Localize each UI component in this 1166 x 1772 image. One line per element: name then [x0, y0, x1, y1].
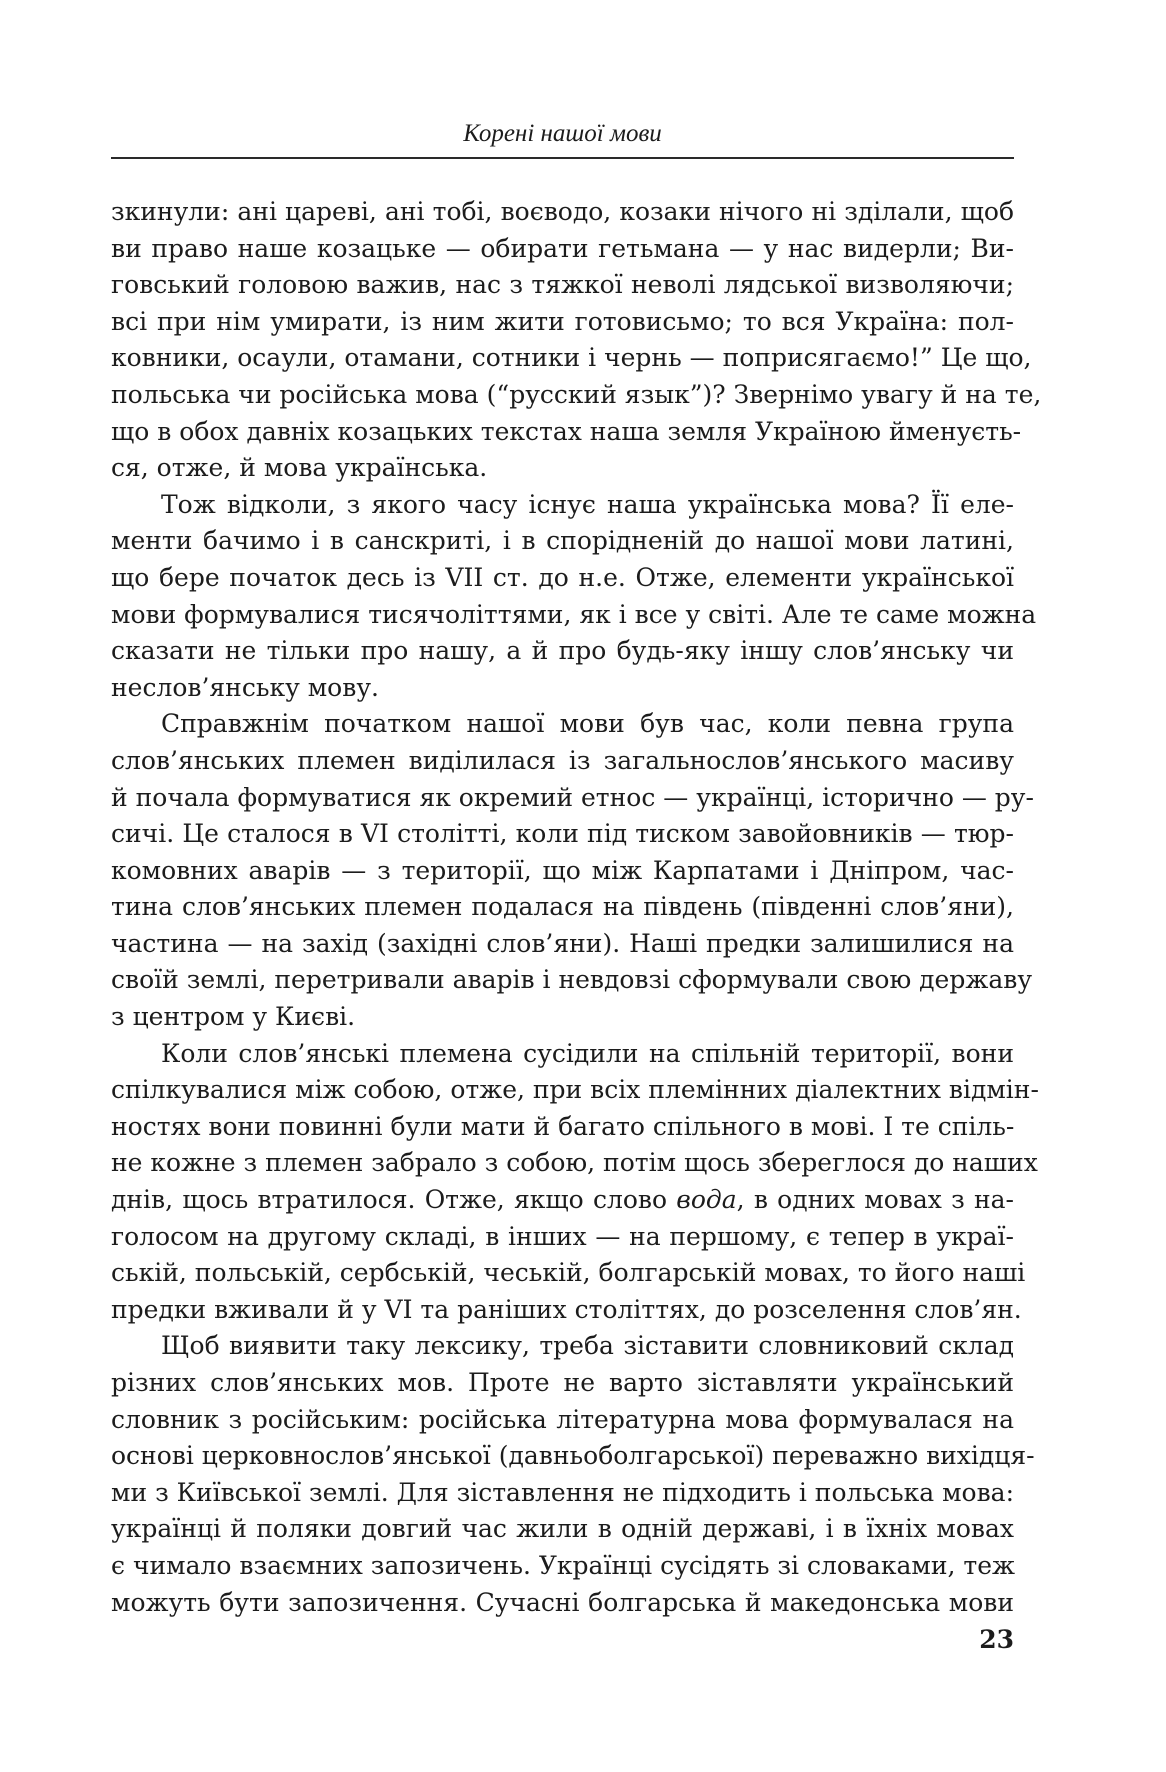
- text-line: ковники, осаули, отамани, сотники і чернь — поприсягаємо!” Це що,: [111, 343, 1032, 373]
- text-line: ностях вони повинні були мати й багато спільного в мові. І те спіль-: [111, 1111, 1015, 1141]
- text-line: ми з Київської землі. Для зіставлення не підходить і польська мова:: [111, 1477, 1014, 1507]
- text-line: своїй землі, перетривали аварів і невдовзі сформували свою державу: [111, 965, 1033, 995]
- text-line: частина — на захід (західні слов’яни). Наші предки залишилися на: [111, 928, 1014, 958]
- text-line: зкинули: ані цареві, ані тобі, воєводо, козаки нічого ні зділали, щоб: [111, 197, 1014, 226]
- text-line: тина слов’янських племен подалася на південь (південні слов’яни),: [111, 892, 1014, 922]
- text-line: мови формувалися тисячоліттями, як і все у світі. Але те саме можна: [111, 599, 1037, 629]
- text-line: з центром у Києві.: [111, 1002, 356, 1032]
- text-line: Коли слов’янські племена сусідили на спільній території, вони: [161, 1038, 1014, 1068]
- text-line: голосом на другому складі, в інших — на першому, є тепер в украї-: [111, 1221, 1014, 1251]
- text-line: польська чи російська мова (“русский язык”)? Звернімо увагу й на те,: [111, 379, 1042, 409]
- text-line: менти бачимо і в санскриті, і в спорідненій до нашої мови латині,: [111, 526, 1014, 556]
- text-line: що бере початок десь із VII ст. до н.е. Отже, елементи української: [111, 562, 1014, 592]
- body-text: [111, 194, 1042, 1621]
- text-line: Справжнім початком нашої мови був час, коли певна група: [161, 709, 1014, 739]
- text-line: не кожне з племен забрало з собою, потім щось збереглося до наших: [111, 1148, 1038, 1178]
- page-number: 23: [979, 1625, 1014, 1654]
- text-line: Тож відколи, з якого часу існує наша українська мова? Її еле-: [161, 489, 1014, 519]
- text-line: комовних аварів — з території, що між Карпатами і Дніпром, час-: [111, 855, 1014, 885]
- text-line: неслов’янську мову.: [111, 672, 379, 702]
- text-line: українці й поляки довгий час жили в одній державі, і в їхніх мовах: [111, 1514, 1014, 1544]
- text-line: сичі. Це сталося в VI столітті, коли під тиском завойовників — тюр-: [111, 819, 1014, 849]
- text-line: що в обох давніх козацьких текстах наша земля Україною йменуєть-: [111, 416, 1022, 446]
- header-rule: [111, 157, 1014, 159]
- running-title: Корені нашої мови: [463, 120, 662, 147]
- text-line: слов’янських племен виділилася із загальнослов’янського масиву: [111, 745, 1014, 775]
- text-line: є чимало взаємних запозичень. Українці сусідять зі словаками, теж: [111, 1550, 1016, 1580]
- text-line: ській, польській, сербській, чеській, болгарській мовах, то його наші: [111, 1258, 1026, 1288]
- emphasized-word: вода: [676, 1185, 737, 1215]
- text-line: спілкувалися між собою, отже, при всіх племінних діалектних відмін-: [111, 1075, 1039, 1105]
- text-line: словник з російським: російська літературна мова формувалася на: [111, 1404, 1014, 1434]
- text-line: й почала формуватися як окремий етнос — українці, історично — ру-: [111, 782, 1034, 812]
- text-line: Щоб виявити таку лексику, треба зіставити словниковий склад: [161, 1331, 1014, 1361]
- text-line: основі церковнослов’янської (давньоболгарської) переважно вихідця-: [111, 1441, 1035, 1471]
- text-line: днів, щось втратилося. Отже, якщо слово вода, в одних мовах з на-: [111, 1185, 1014, 1215]
- text-line: предки вживали й у VI та раніших століттях, до розселення слов’ян.: [111, 1294, 1022, 1324]
- text-line: говський головою важив, нас з тяжкої неволі лядської визволяючи;: [111, 270, 1014, 300]
- text-line: всі при нім умирати, із ним жити готовисьмо; то вся Україна: пол-: [111, 306, 1014, 336]
- text-line: різних слов’янських мов. Проте не варто зіставляти український: [111, 1368, 1014, 1397]
- text-line: сказати не тільки про нашу, а й про будь-яку іншу слов’янську чи: [111, 636, 1014, 666]
- text-line: можуть бути запозичення. Сучасні болгарська й македонська мови: [111, 1587, 1014, 1617]
- text-line: ви право наше козацьке — обирати гетьмана — у нас видерли; Ви-: [111, 233, 1014, 263]
- text-line: ся, отже, й мова українська.: [111, 453, 488, 483]
